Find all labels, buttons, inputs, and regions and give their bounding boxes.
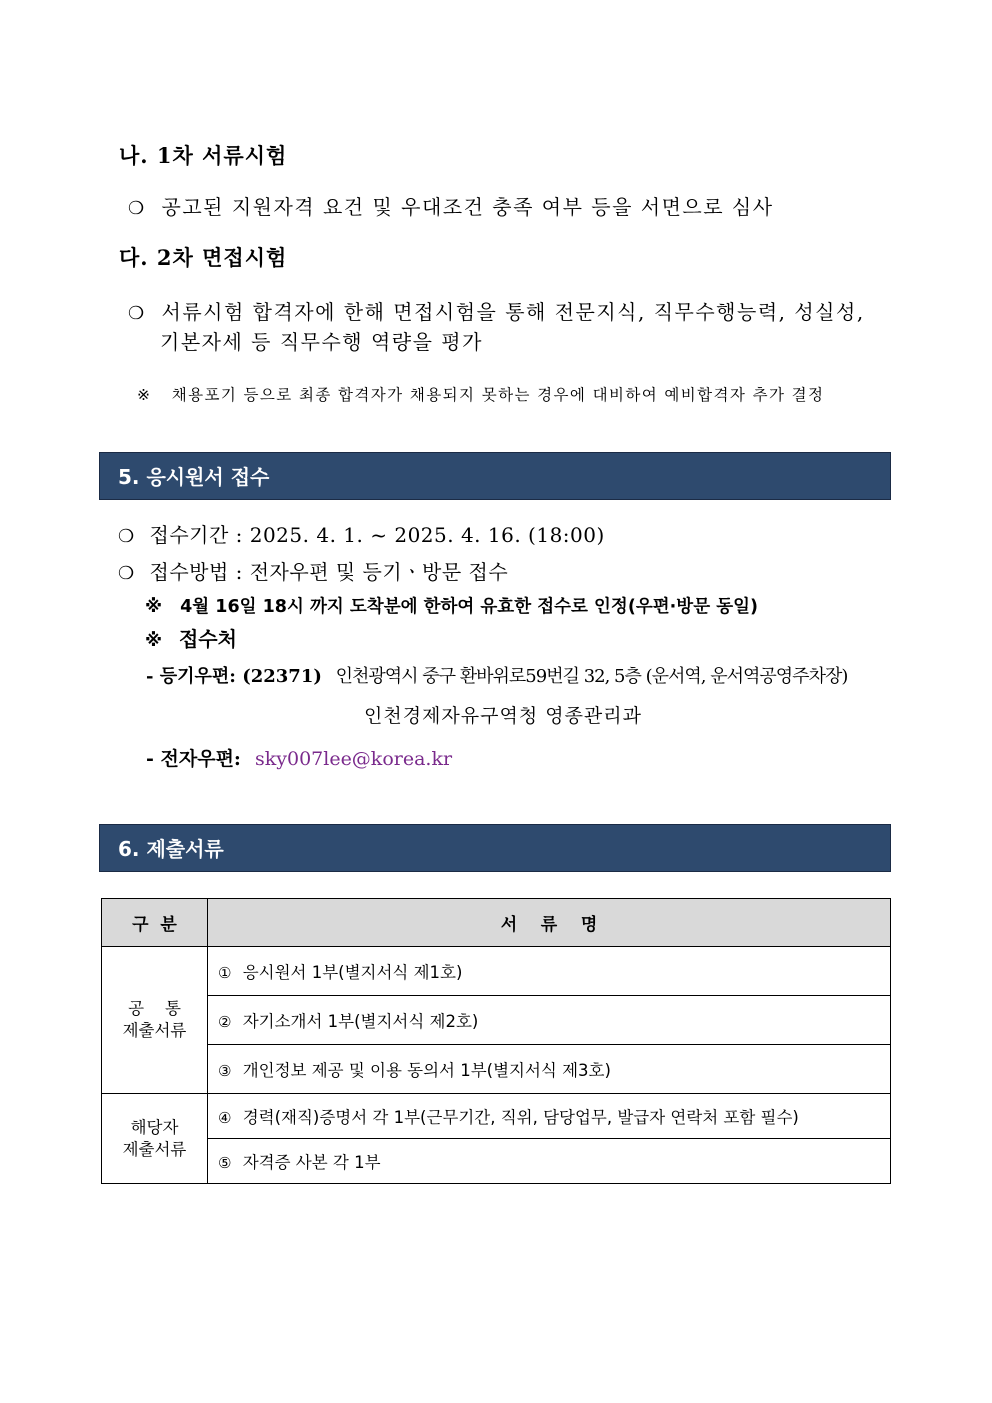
section-na-text: 공고된 지원자격 요건 및 우대조건 충족 여부 등을 서면으로 심사 xyxy=(161,195,774,219)
reference-mark-icon: ※ xyxy=(137,386,152,404)
table-row xyxy=(102,947,891,996)
number-2-icon: ② xyxy=(218,1013,232,1031)
documents-table xyxy=(101,898,891,1184)
doc-item-3 xyxy=(208,1045,891,1094)
doc-item-3-text: 개인정보 제공 및 이용 동의서 1부(별지서식 제3호) xyxy=(242,1061,611,1080)
section5-header: 5. 응시원서 접수 xyxy=(99,452,891,500)
reference-mark-icon: ※ xyxy=(145,597,163,617)
conditional-label-line2: 제출서류 xyxy=(122,1139,187,1159)
common-category-cell xyxy=(102,947,208,1094)
section-da-line1: 서류시험 합격자에 한해 면접시험을 통해 전문지식, 직무수행능력, 성실성, xyxy=(161,300,865,324)
reference-mark-icon: ※ xyxy=(145,631,163,651)
number-3-icon: ③ xyxy=(218,1062,232,1080)
deadline-note xyxy=(145,593,758,618)
circle-bullet-icon: ❍ xyxy=(118,563,135,584)
section-na-item xyxy=(128,191,774,220)
reserve-note-text: 채용포기 등으로 최종 합격자가 채용되지 못하는 경우에 대비하여 예비합격자 추가 결정 xyxy=(171,386,825,404)
section-da-item xyxy=(128,296,898,325)
email-label: - 전자우편: xyxy=(146,748,241,770)
deadline-note-text: 4월 16일 18시 까지 도착분에 한하여 유효한 접수로 인정(우편·방문 동일) xyxy=(180,597,758,617)
conditional-label-line1: 해당자 xyxy=(130,1117,179,1137)
circle-bullet-icon: ❍ xyxy=(128,303,146,324)
doc-item-1-text: 응시원서 1부(별지서식 제1호) xyxy=(242,963,463,982)
post-address: 인천광역시 중구 환바위로59번길 32, 5층 (운서역, 운서역공영주차장) xyxy=(335,666,848,687)
doc-item-5-text: 자격증 사본 각 1부 xyxy=(242,1153,381,1172)
circle-bullet-icon: ❍ xyxy=(118,526,135,547)
section-na-title: 나. 1차 서류시험 xyxy=(119,143,288,168)
common-label-line2: 제출서류 xyxy=(122,1021,187,1040)
place-note-text: 접수처 xyxy=(178,627,237,651)
method-text: 접수방법 : 전자우편 및 등기ㆍ방문 접수 xyxy=(149,560,509,584)
table-row xyxy=(102,1094,891,1139)
header-docs: 서 류 명 xyxy=(208,899,891,947)
common-label-line1: 공 통 xyxy=(128,999,181,1018)
doc-item-4-text: 경력(재직)증명서 각 1부(근무기간, 직위, 담당업무, 발급자 연락처 포함 필수) xyxy=(242,1108,799,1127)
doc-item-2-text: 자기소개서 1부(별지서식 제2호) xyxy=(242,1012,479,1031)
table-row xyxy=(102,996,891,1045)
method-line xyxy=(118,556,508,585)
header-category: 구 분 xyxy=(102,899,208,947)
number-4-icon: ④ xyxy=(218,1109,232,1127)
table-row xyxy=(102,1045,891,1094)
circle-bullet-icon: ❍ xyxy=(128,198,146,219)
doc-item-5 xyxy=(208,1139,891,1184)
doc-item-1 xyxy=(208,947,891,996)
post-recipient: 인천경제자유구역청 영종관리과 xyxy=(364,705,642,727)
number-5-icon: ⑤ xyxy=(218,1154,232,1172)
email-link[interactable]: sky007lee@korea.kr xyxy=(254,748,453,770)
email-line xyxy=(146,744,452,771)
section-da-title: 다. 2차 면접시험 xyxy=(119,245,288,270)
doc-item-2 xyxy=(208,996,891,1045)
number-1-icon: ① xyxy=(218,964,232,982)
period-line xyxy=(118,519,605,548)
table-header-row xyxy=(102,899,891,947)
post-label: - 등기우편: (22371) xyxy=(146,666,322,687)
reserve-note xyxy=(137,383,824,405)
table-row xyxy=(102,1139,891,1184)
doc-item-4 xyxy=(208,1094,891,1139)
place-note xyxy=(145,623,237,652)
conditional-category-cell xyxy=(102,1094,208,1184)
post-line xyxy=(146,662,847,688)
section6-header: 6. 제출서류 xyxy=(99,824,891,872)
period-text: 접수기간 : 2025. 4. 1. ~ 2025. 4. 16. (18:00) xyxy=(149,523,605,547)
section-da-line2: 기본자세 등 직무수행 역량을 평가 xyxy=(160,330,483,354)
